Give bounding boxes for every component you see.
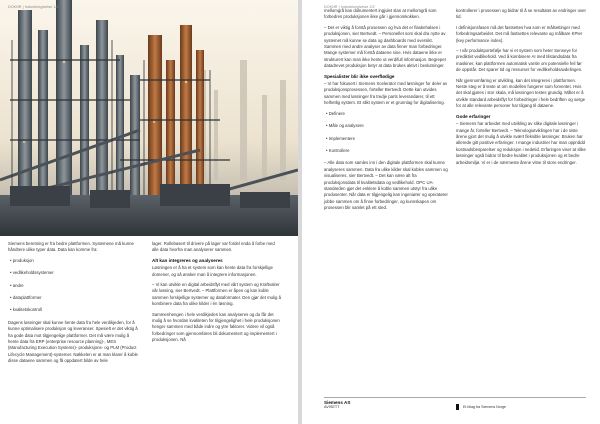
list-item: • Måle og analysere [326, 123, 364, 129]
intro-paragraph: Siemens beretning er fra bedre plattformen. Systemene må kunne håndtere ulike typer data. Data kan komme fra: [8, 241, 134, 253]
body-paragraph: – Vi kan utvikle en digital arbeidsflyt med vårt system og Kraftvalrer vår løsning, sier Bertvedt. – Plattformen er åpen og kan koble sammen forskjellige systemer og dataformater. Den gjør det mulig å kombinere data fra ulike kilder i én løsning. [152, 282, 281, 307]
list-item: • Kontrollere [326, 147, 350, 153]
body-paragraph: I definisjonsfasen må det fastsettes hva som er målsettinger med forbedringsarbeidet. Det må fastsettes relevante og målbare KPIer (key performance index). [456, 24, 583, 43]
section-heading: Gode erfaringer [456, 113, 491, 119]
left-page [0, 0, 298, 424]
running-head-right: DOKNR | Industriutgivelse 2/2 [324, 5, 375, 9]
body-paragraph: Sammenhengen i hele verdikjeden kan analyseres og du får det mulig å se hvordan kvaliteten for tilgjengelighet i hele produksjonen henger sammen med både indre og ytre faktorer. Videre vil også forbedringer som gjennomføres bli dokumentert og implementert i produksjonen. Nå [152, 311, 280, 343]
left-column-1 [8, 241, 138, 369]
list-item: • vedlikeholdssystemer [10, 270, 54, 276]
body-paragraph: – I vår produktportefølje har vi et system som heter Senseye for prediktivt vedlikehold. Ved å kombinere AI med tilstandsdata fra maskiner, kan plattformen automatisk varsle om potensielle feil før de oppstår. Det sparer tid og ressurser for vedlikeholdsavdelingen. [456, 48, 583, 73]
body-paragraph: – Siemens har arbeidet med utvikling av slike digitale løsninger i mange år, forteller Bertvedt. – Teknologiutviklingen har i de siste årene gjort det mulig å utvikle svært fleksible løsninger. Bruken har allerede gitt positive erfaringer. I mange industrier har man oppnådd kostnadsbesparelser og reduksjon i nedetid. Erfaringen viser at slike løsninger også bidrar til bedre kvalitet i produksjonen og et bedre arbeidsmiljø. Vi er i de nærmeste årene vitne til store endringer. [456, 121, 586, 165]
footer-title: Siemens AS [324, 400, 351, 405]
body-paragraph: kontrollerer i prosessen og bidrar til å se resultatet av endringer over tid. [456, 8, 586, 20]
refinery-photo [0, 0, 298, 236]
body-paragraph: lager. Rollebasert til drivere på lager var fordel enda å forbe med alle data hvorfra man analyserer sammen. [152, 241, 275, 253]
footer-publisher [324, 400, 350, 410]
footer-credit-text: Et bilag fra Siemens Norge [463, 404, 506, 409]
body-paragraph: – Det er viktig å forstå prosessen og hva det er flaskehalsen i produksjonen, sier Bertvedt. – Personellet som skal dra nytte av systemet må kunne se data og dashboards med oversikt. Sammen med andre analyser av data finner man forbedringer. Mange systemer må forstå dataene sine. Hvis dataene ikke er strukturert kan man ikke hente ut verdifull informasjon. Begrepet datadrevet produksjon betyr at data brukes aktivt i beslutninger. [324, 24, 446, 69]
list-item: • kvalitetskontroll [10, 307, 43, 313]
body-paragraph: – Vi har fokusert i Siemens Xcelerator med løsninger for deler av produksjonsprosessen, forteller Bertvedt. Dette kan utvides sammen med løsninger fra tredje parts leverandører, til ett helhetlig system. Et slikt system er et grunnlag for digitalisering. [324, 81, 448, 106]
body-paragraph: Når gjennomføring er utvikling, kan det integreres i plattformen. Neste steg er å teste ut om modellen fungerer som forventet. Hvis det skal gjøres i stor skala, må løsningen testes grundig. Målet er å utvikle standard arbeidsflyt for forbedringer i hele bedriften og sørge for at alle relevante personer har tilgang til dataene. [456, 77, 585, 109]
footer-subtitle: AVISETT [324, 405, 340, 409]
list-item: • Definere [326, 110, 345, 116]
list-item: • Implementere [326, 135, 355, 141]
right-column-2 [456, 8, 586, 170]
brand-logo-icon [456, 404, 459, 410]
running-head-left: DOKNR | Industriutgivelse 1/2 [8, 5, 59, 9]
left-column-2 [152, 241, 282, 348]
section-heading: Spesialister blir ikke overflødige [324, 73, 395, 79]
refinery-illustration [0, 0, 298, 236]
data-source-list [8, 258, 138, 314]
body-paragraph: Dagens løsninger skal kunne hente data fra hele verdikjeden, for å kunne optimalisere produksjon og leveranser. Spesielt er det viktig å ha gode data mot tilgjengelige plattformer. Det må være mulig å hente data fra ERP (enterprise resource planning)-, MES (Manufacturing Execution Systems)- produksjons- og PLM (Product Lifecycle Management)-systemer. Nøkkelen er at man klarer å koble disse dataene sammen og få oppdatert bilde av hele [8, 319, 138, 364]
list-item: • produksjon [10, 257, 34, 263]
list-item: • andre [10, 282, 24, 288]
footer-credit [456, 404, 506, 410]
right-column-1 [324, 8, 448, 216]
right-page [302, 0, 600, 424]
footer-divider [324, 397, 586, 398]
list-item: • dataplattformer [10, 295, 42, 301]
phase-list [324, 111, 448, 155]
section-heading: Alt kan integreres og analyseres [152, 257, 223, 263]
body-paragraph: – Alle data som samles inn i den digitale plattformen skal kunne analyseres sammen. Data fra ulike kilder skal kobles sammen og visualiseres, sier Bertvedt. – Det kan være alt fra produksjonsdata til kvalitetsdata og vedlikehold. OPC UA-standarden gjør det enklere å koble sammen utstyr fra ulike produsenter. Når data er tilgjengelig kan ingeniører og operatører jobbe sammen om å finne forbedringer, og kunnskapen om prosessen blir samlet på ett sted. [324, 160, 448, 211]
body-paragraph: mellomgrå kan dokumentert ingjulet slan at mellomgrå som forbedres produksjonen ikke går i gjennomkokken. [324, 8, 437, 20]
body-paragraph: Løsningen er å ha et system som kan hente data fra forskjellige domener, og så ønsker man å integrere informasjonen. [152, 265, 273, 277]
